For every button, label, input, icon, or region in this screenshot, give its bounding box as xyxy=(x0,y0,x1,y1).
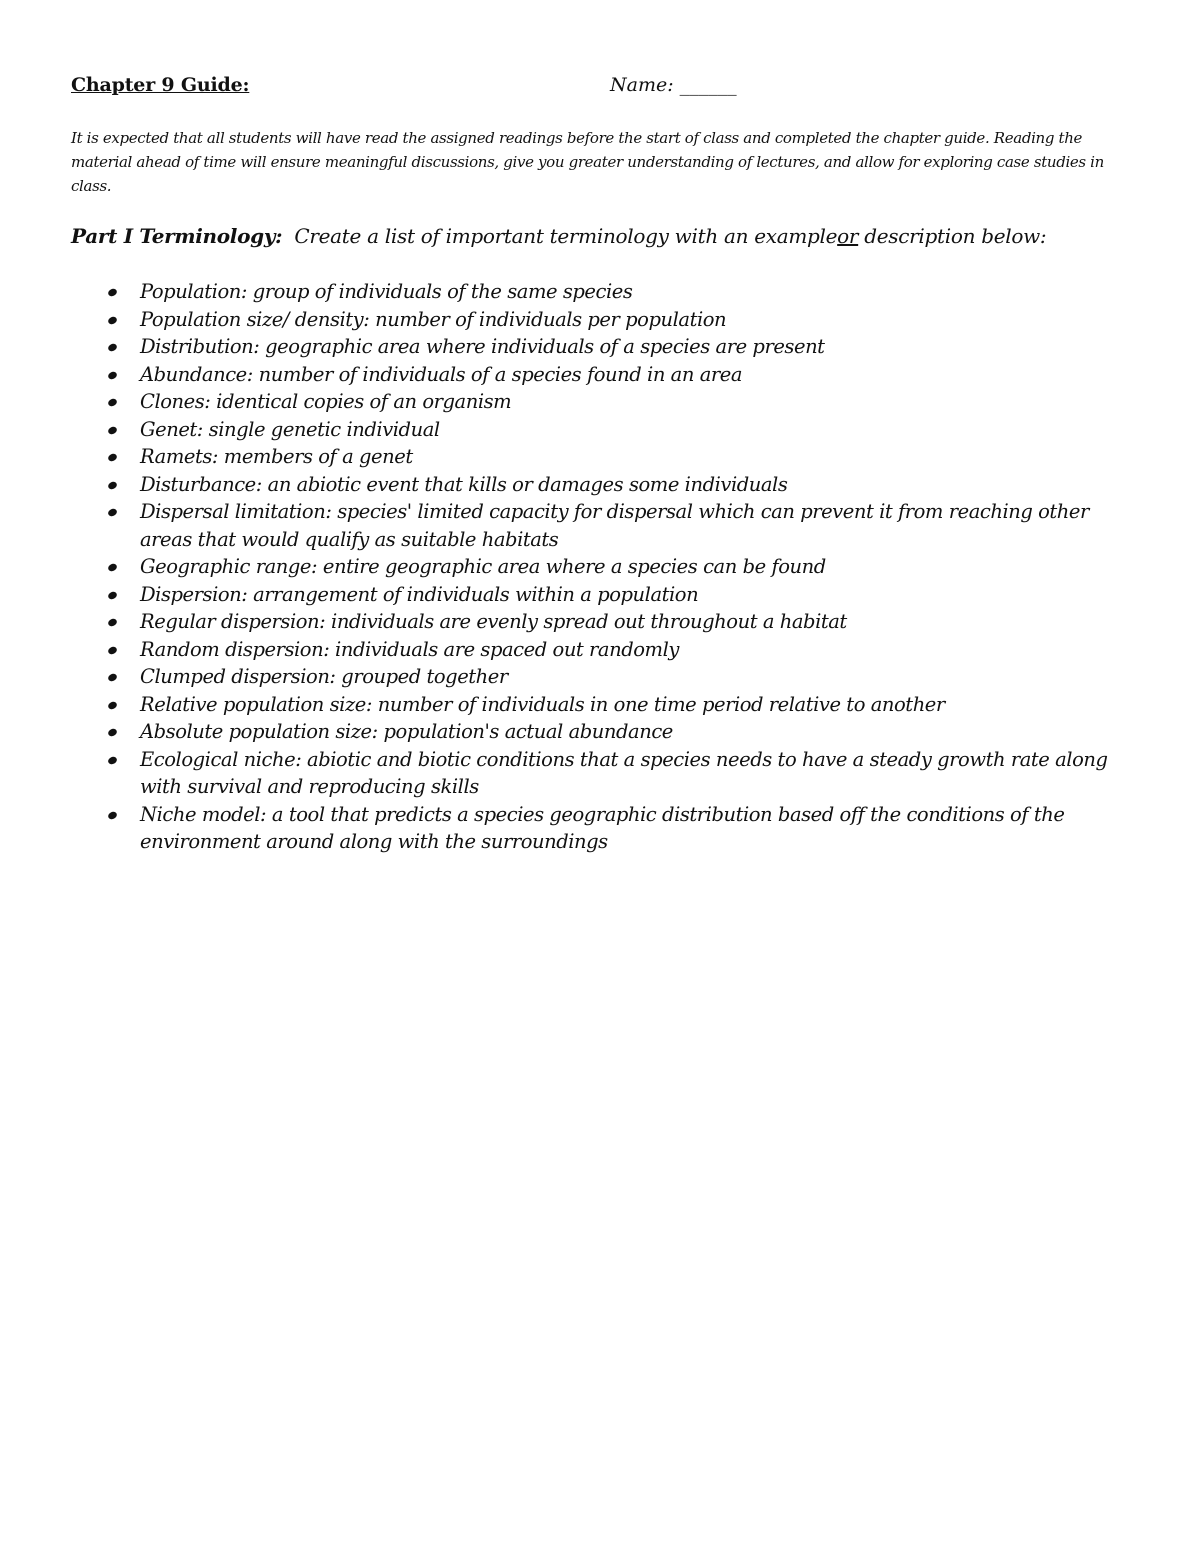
part-heading-title: Part I Terminology: xyxy=(71,224,283,248)
name-field-label: Name: ______ xyxy=(610,74,737,96)
term-item xyxy=(104,498,1124,553)
term-item xyxy=(104,553,1124,581)
term-item xyxy=(104,718,1124,746)
bullet-icon xyxy=(107,562,118,572)
bullet-icon xyxy=(107,315,118,325)
bullet-icon xyxy=(107,287,118,297)
bullet-icon xyxy=(107,617,118,627)
term-item xyxy=(104,278,1124,306)
term-item xyxy=(104,416,1124,444)
bullet-icon xyxy=(107,507,118,517)
term-text: Random dispersion: individuals are spaced out randomly xyxy=(140,637,679,661)
term-item xyxy=(104,663,1124,691)
term-text: Relative population size: number of individuals in one time period relative to another xyxy=(140,692,945,716)
term-text: Genet: single genetic individual xyxy=(140,417,440,441)
term-item xyxy=(104,636,1124,664)
term-item xyxy=(104,691,1124,719)
term-item xyxy=(104,581,1124,609)
part-heading xyxy=(71,224,1131,248)
bullet-icon xyxy=(107,672,118,682)
intro-paragraph: It is expected that all students will have read the assigned readings before the start of class and completed the chapter guide. Reading the material ahead of time will ensure meaningful discussions, give you greater understanding of lectures, and allow for exploring case studies in class. xyxy=(71,129,1104,195)
bullet-icon xyxy=(107,397,118,407)
bullet-icon xyxy=(107,370,118,380)
term-text: Dispersal limitation: species' limited capacity for dispersal which can prevent it from reaching other areas that would qualify as suitable habitats xyxy=(140,500,1089,551)
term-text: Disturbance: an abiotic event that kills or damages some individuals xyxy=(140,472,788,496)
term-item xyxy=(104,333,1124,361)
term-item xyxy=(104,388,1124,416)
term-text: Abundance: number of individuals of a species found in an area xyxy=(140,362,743,386)
term-item xyxy=(104,801,1124,856)
term-item xyxy=(104,361,1124,389)
part-heading-instruction: Create a list of important terminology with an example xyxy=(294,224,838,248)
term-text: Population: group of individuals of the same species xyxy=(140,280,633,303)
term-text: Dispersion: arrangement of individuals within a population xyxy=(140,582,699,606)
bullet-icon xyxy=(107,700,118,710)
terminology-list xyxy=(104,278,1124,856)
term-text: Clones: identical copies of an organism xyxy=(140,390,512,413)
bullet-icon xyxy=(107,342,118,352)
term-text: Geographic range: entire geographic area where a species can be found xyxy=(140,555,826,578)
term-text: Regular dispersion: individuals are evenly spread out throughout a habitat xyxy=(140,610,847,633)
bullet-icon xyxy=(107,590,118,600)
term-item xyxy=(104,471,1124,499)
term-item xyxy=(104,746,1124,801)
term-text: Absolute population size: population's actual abundance xyxy=(140,720,673,743)
term-text: Population size/ density: number of individuals per population xyxy=(140,307,727,331)
bullet-icon xyxy=(107,452,118,462)
term-text: Ramets: members of a genet xyxy=(140,445,413,468)
document-title: Chapter 9 Guide: xyxy=(71,74,250,96)
part-heading-underlined-word: or xyxy=(837,224,859,248)
term-item xyxy=(104,608,1124,636)
term-text: Clumped dispersion: grouped together xyxy=(140,665,508,688)
bullet-icon xyxy=(107,810,118,820)
term-text: Distribution: geographic area where individuals of a species are present xyxy=(140,335,825,358)
term-item xyxy=(104,443,1124,471)
bullet-icon xyxy=(107,645,118,655)
term-text: Ecological niche: abiotic and biotic conditions that a species needs to have a steady growth rate along with survival and reproducing skills xyxy=(140,747,1108,798)
term-item xyxy=(104,306,1124,334)
bullet-icon xyxy=(107,425,118,435)
part-heading-instruction-end: description below: xyxy=(864,224,1047,248)
bullet-icon xyxy=(107,727,118,737)
bullet-icon xyxy=(107,480,118,490)
term-text: Niche model: a tool that predicts a species geographic distribution based off the conditions of the environment around along with the surroundings xyxy=(140,802,1065,853)
bullet-icon xyxy=(107,755,118,765)
